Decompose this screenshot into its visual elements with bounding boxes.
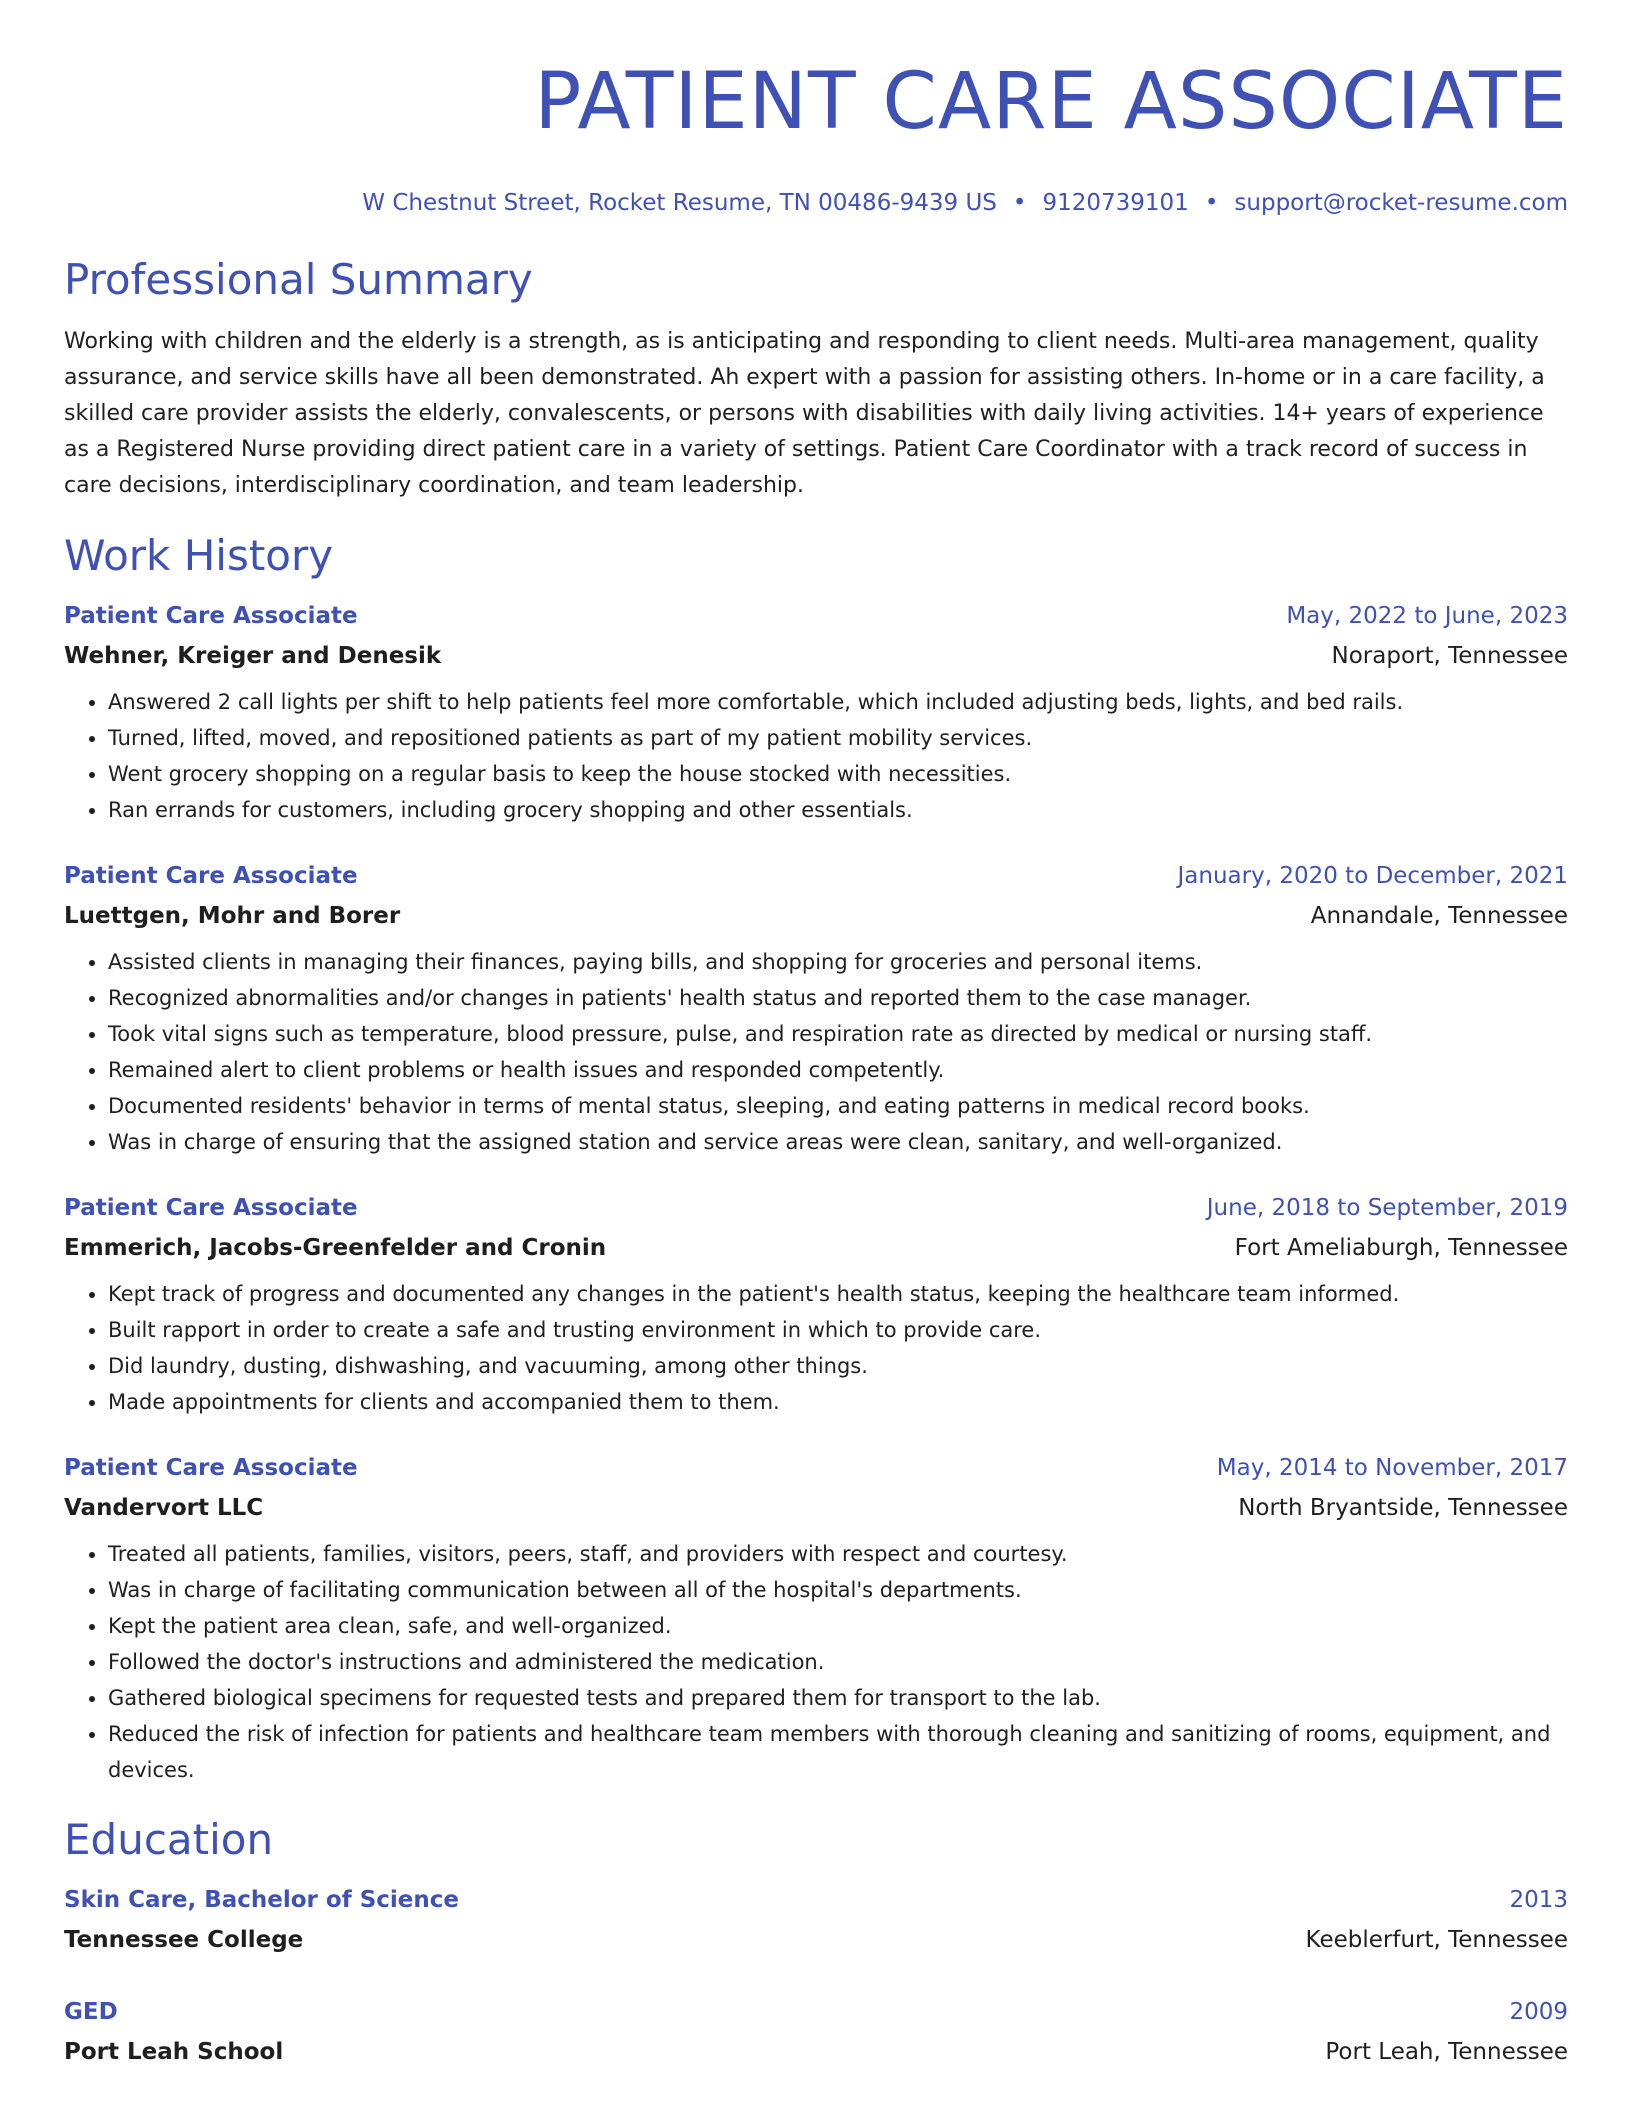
work-history-section <box>64 530 1568 1788</box>
job-duty: • Took vital signs such as temperature, blood pressure, pulse, and respiration rate as directed by medical or nursing staff. <box>108 1016 1568 1052</box>
education-location: Port Leah, Tennessee <box>1325 2039 1568 2065</box>
job-duty: • Followed the doctor's instructions and administered the medication. <box>108 1644 1568 1680</box>
job-duty: • Remained alert to client problems or health issues and responded competently. <box>108 1052 1568 1088</box>
job-duties <box>64 684 1568 828</box>
education-school: Port Leah School <box>64 2039 284 2065</box>
contact-separator: • <box>1012 190 1027 216</box>
education-heading: Education <box>64 1815 274 1864</box>
job-dates: May, 2022 to June, 2023 <box>1286 603 1568 629</box>
job-duty: • Answered 2 call lights per shift to help patients feel more comfortable, which included adjusting beds, lights, and bed rails. <box>108 684 1568 720</box>
resume-header <box>64 0 1568 218</box>
job-location: Noraport, Tennessee <box>1331 643 1568 669</box>
education-year: 2013 <box>1509 1887 1568 1913</box>
job-dates: May, 2014 to November, 2017 <box>1216 1455 1568 1481</box>
job-entry <box>64 860 1568 1160</box>
job-company: Luettgen, Mohr and Borer <box>64 903 401 929</box>
work-history-heading: Work History <box>64 531 334 580</box>
education-section <box>64 1814 1568 2068</box>
education-entry <box>64 1884 1568 1956</box>
job-entry <box>64 600 1568 828</box>
education-location: Keeblerfurt, Tennessee <box>1305 1927 1568 1953</box>
summary-section <box>64 254 1568 504</box>
job-duty: • Was in charge of facilitating communication between all of the hospital's departments. <box>108 1572 1568 1608</box>
education-degree: GED <box>64 1999 118 2025</box>
job-duty: • Kept the patient area clean, safe, and well-organized. <box>108 1608 1568 1644</box>
contact-email: support@rocket-resume.com <box>1234 190 1568 216</box>
education-entry <box>64 1996 1568 2068</box>
job-duty: • Kept track of progress and documented any changes in the patient's health status, keeping the healthcare team informed. <box>108 1276 1568 1312</box>
education-degree: Skin Care, Bachelor of Science <box>64 1887 460 1913</box>
job-duty: • Was in charge of ensuring that the assigned station and service areas were clean, sanitary, and well-organized. <box>108 1124 1568 1160</box>
job-company: Vandervort LLC <box>64 1495 264 1521</box>
job-duty: • Built rapport in order to create a safe and trusting environment in which to provide care. <box>108 1312 1568 1348</box>
job-duty: • Did laundry, dusting, dishwashing, and vacuuming, among other things. <box>108 1348 1568 1384</box>
summary-text: Working with children and the elderly is a strength, as is anticipating and responding to client needs. Multi-area management, quality assurance, and service skills have all been demonstrated. Ah expert with a passion for assisting others. In-home or in a care facility, a skilled care provider assists the elderly, convalescents, or persons with disabilities with daily living activities. 14+ years of experience as a Registered Nurse providing direct patient care in a variety of settings. Patient Care Coordinator with a track record of success in care decisions, interdisciplinary coordination, and team leadership. <box>64 329 1545 498</box>
contact-address: W Chestnut Street, Rocket Resume, TN 00486-9439 US <box>362 190 997 216</box>
job-location: North Bryantside, Tennessee <box>1238 1495 1568 1521</box>
job-entry <box>64 1192 1568 1420</box>
job-duty: • Reduced the risk of infection for patients and healthcare team members with thorough cleaning and sanitizing of rooms, equipment, and devices. <box>108 1716 1568 1788</box>
job-duty: • Assisted clients in managing their finances, paying bills, and shopping for groceries and personal items. <box>108 944 1568 980</box>
job-dates: June, 2018 to September, 2019 <box>1206 1195 1568 1221</box>
contact-line <box>64 188 1568 218</box>
job-duties <box>64 944 1568 1160</box>
job-duty: • Ran errands for customers, including grocery shopping and other essentials. <box>108 792 1568 828</box>
job-duty: • Made appointments for clients and accompanied them to them. <box>108 1384 1568 1420</box>
job-duty: • Went grocery shopping on a regular basis to keep the house stocked with necessities. <box>108 756 1568 792</box>
job-duties <box>64 1536 1568 1788</box>
job-role: Patient Care Associate <box>64 863 358 889</box>
job-company: Emmerich, Jacobs-Greenfelder and Cronin <box>64 1235 607 1261</box>
job-duties <box>64 1276 1568 1420</box>
candidate-title: PATIENT CARE ASSOCIATE <box>534 57 1568 147</box>
job-dates: January, 2020 to December, 2021 <box>1177 863 1568 889</box>
summary-heading: Professional Summary <box>64 255 533 304</box>
job-company: Wehner, Kreiger and Denesik <box>64 643 442 669</box>
job-duty: • Gathered biological specimens for requested tests and prepared them for transport to the lab. <box>108 1680 1568 1716</box>
job-role: Patient Care Associate <box>64 1455 358 1481</box>
resume-content <box>64 0 1568 2068</box>
job-duty: • Documented residents' behavior in terms of mental status, sleeping, and eating patterns in medical record books. <box>108 1088 1568 1124</box>
job-location: Annandale, Tennessee <box>1310 903 1568 929</box>
education-school: Tennessee College <box>64 1927 304 1953</box>
job-location: Fort Ameliaburgh, Tennessee <box>1234 1235 1568 1261</box>
job-role: Patient Care Associate <box>64 603 358 629</box>
job-role: Patient Care Associate <box>64 1195 358 1221</box>
job-duty: • Recognized abnormalities and/or changes in patients' health status and reported them to the case manager. <box>108 980 1568 1016</box>
contact-separator: • <box>1204 190 1219 216</box>
education-year: 2009 <box>1509 1999 1568 2025</box>
contact-phone: 9120739101 <box>1042 190 1189 216</box>
job-duty: • Turned, lifted, moved, and repositioned patients as part of my patient mobility services. <box>108 720 1568 756</box>
job-duty: • Treated all patients, families, visitors, peers, staff, and providers with respect and courtesy. <box>108 1536 1568 1572</box>
job-entry <box>64 1452 1568 1788</box>
